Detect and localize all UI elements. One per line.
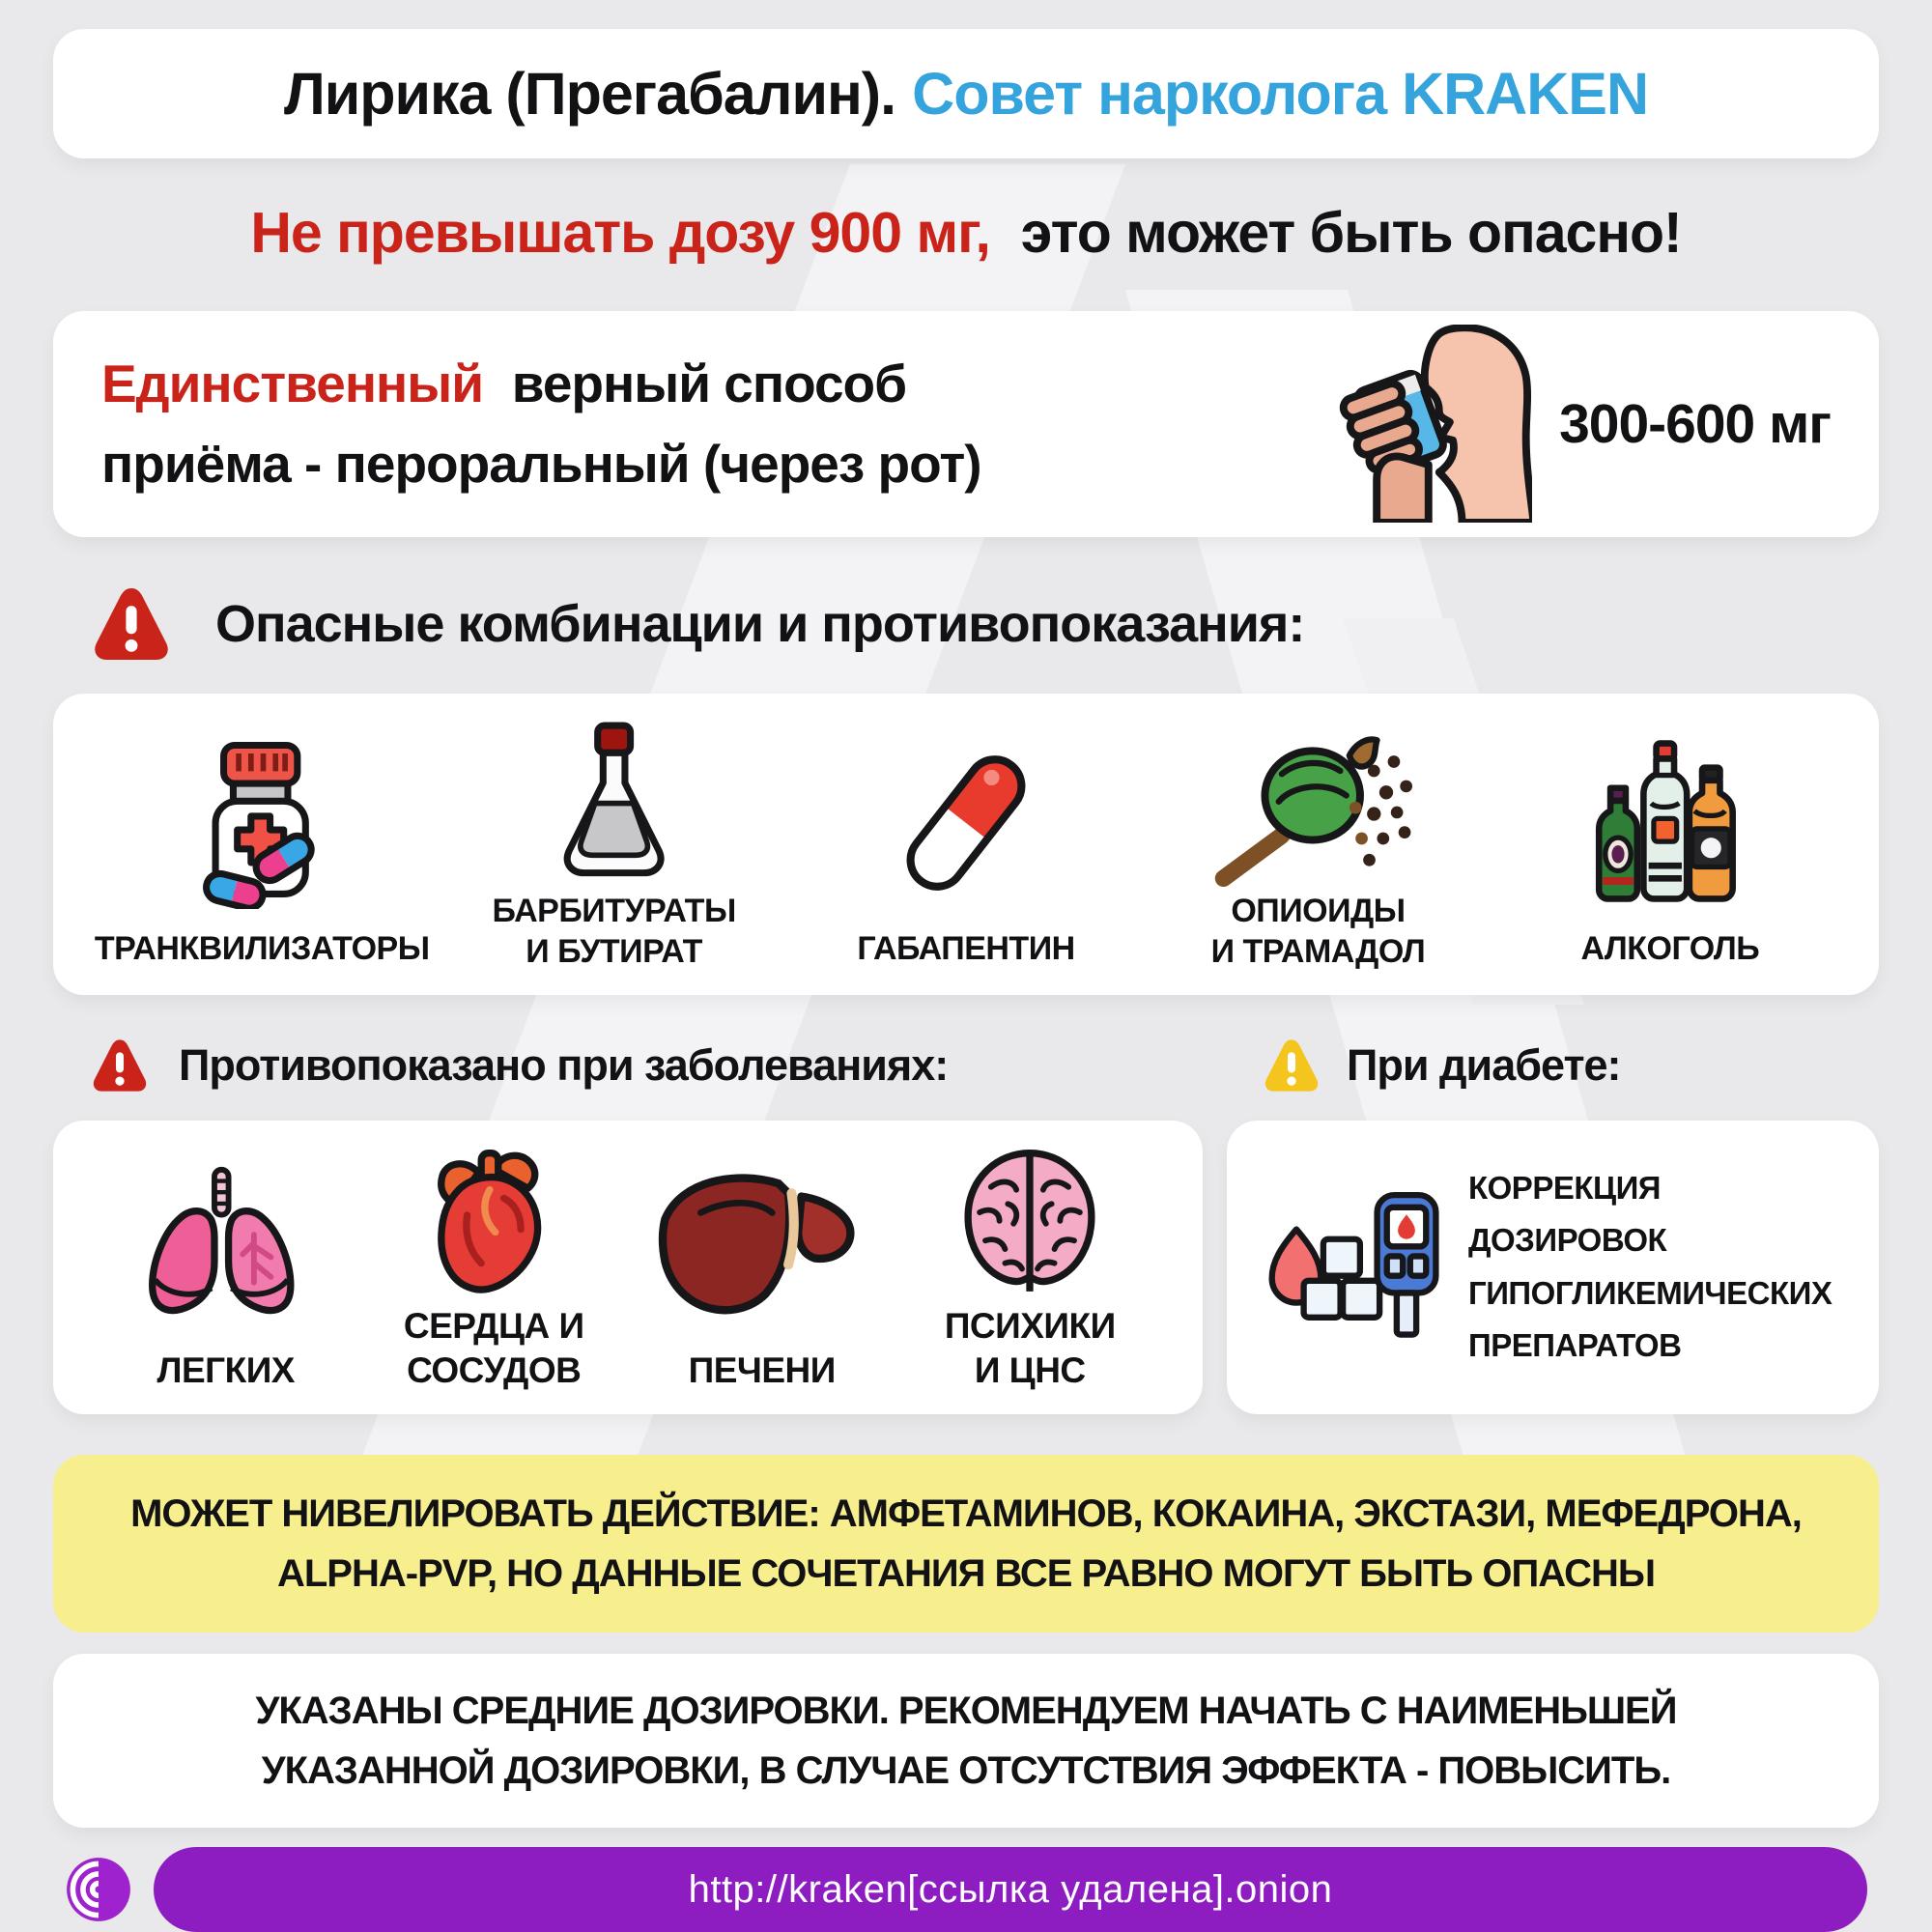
max-dose-headline-red: Не превышать дозу 900 мг, — [250, 201, 990, 266]
onion-url-text: http://kraken[ссылка удалена].onion — [688, 1867, 1333, 1911]
diabetes-title: При диабете: — [1347, 1039, 1621, 1090]
max-dose-headline-black: это может быть опасно! — [1020, 201, 1682, 266]
intake-line-1-rest: верный способ — [511, 354, 907, 414]
diabetes-header — [1227, 1034, 1879, 1097]
flask-icon — [546, 719, 682, 891]
diabetes-note: КОРРЕКЦИЯ ДОЗИРОВОК ГИПОГЛИКЕМИЧЕСКИХ ПРЕПАРАТОВ — [1468, 1169, 1833, 1364]
organ-label: ПЕЧЕНИ — [688, 1350, 836, 1390]
combo-alcohol — [1494, 719, 1846, 970]
intake-method-card — [53, 311, 1879, 537]
combo-label: БАРБИТУРАТЫ И БУТИРАТ — [492, 892, 736, 970]
brain-icon — [949, 1142, 1111, 1304]
dangerous-combos-header — [53, 580, 1879, 668]
yellow-warning-triangle-icon — [1262, 1034, 1321, 1097]
liver-icon — [652, 1142, 871, 1349]
combo-gabapentin — [790, 719, 1142, 970]
heart-icon — [416, 1142, 572, 1304]
intake-line-2: приёма - пероральный (через рот) — [101, 433, 981, 494]
organ-label: ПСИХИКИ И ЦНС — [944, 1305, 1116, 1390]
contraindications-title: Противопоказано при заболеваниях: — [179, 1039, 949, 1090]
dangerous-combos-title: Опасные комбинации и противопоказания: — [215, 594, 1305, 653]
organ-brain — [896, 1142, 1165, 1394]
person-drinking-icon — [1334, 325, 1532, 523]
intake-highlight: Единственный — [101, 354, 484, 414]
organ-label: ЛЕГКИХ — [156, 1350, 295, 1390]
intake-method-text — [101, 344, 1334, 503]
organ-liver — [628, 1142, 896, 1394]
tor-browser-icon — [65, 1856, 132, 1923]
lungs-icon — [141, 1142, 310, 1349]
capsule-icon — [880, 719, 1052, 929]
max-dose-headline — [53, 201, 1879, 267]
diabetes-card — [1227, 1121, 1879, 1415]
poppy-icon — [1214, 719, 1422, 891]
dangerous-combos-card — [53, 694, 1879, 995]
organ-lungs — [92, 1142, 360, 1394]
combo-label: ГАБАПЕНТИН — [857, 930, 1075, 967]
combo-opioids — [1142, 719, 1493, 970]
alcohol-bottles-icon — [1590, 719, 1749, 929]
combo-label: АЛКОГОЛЬ — [1580, 930, 1760, 967]
organs-card — [53, 1121, 1203, 1415]
red-warning-triangle-icon — [90, 1034, 150, 1097]
interaction-warning-banner: МОЖЕТ НИВЕЛИРОВАТЬ ДЕЙСТВИЕ: АМФЕТАМИНОВ, КОКАИНА, ЭКСТАЗИ, МЕФЕДРОНА, ALPHA-PVP, НО ДАННЫЕ СОЧЕТАНИЯ ВСЕ РАВНО МОГУТ БЫТЬ ОПАСНЫ — [53, 1455, 1879, 1633]
pill-bottle-icon — [185, 719, 338, 929]
combo-label: ТРАНКВИЛИЗАТОРЫ — [94, 930, 430, 967]
onion-url-bar[interactable] — [154, 1847, 1867, 1932]
glucometer-icon — [1260, 1185, 1443, 1350]
intake-line-1 — [101, 344, 1334, 424]
organ-heart — [360, 1142, 629, 1394]
red-warning-triangle-icon — [90, 580, 173, 668]
title-card — [53, 29, 1879, 158]
link-row — [53, 1847, 1879, 1932]
dose-range: 300-600 мг — [1559, 392, 1831, 455]
page-title: Лирика (Прегабалин). — [283, 61, 896, 128]
sub-headers-row — [53, 1034, 1879, 1097]
lower-cards-row — [53, 1121, 1879, 1415]
page-title-brand: Совет нарколога KRAKEN — [912, 61, 1649, 128]
combo-tranquilizers — [86, 719, 438, 970]
combo-barbiturates — [438, 719, 789, 970]
intake-dose-block — [1334, 325, 1831, 523]
contraindications-header — [53, 1034, 1203, 1097]
combo-label: ОПИОИДЫ И ТРАМАДОЛ — [1210, 892, 1426, 970]
organ-label: СЕРДЦА И СОСУДОВ — [403, 1305, 584, 1390]
dosage-note-card: УКАЗАНЫ СРЕДНИЕ ДОЗИРОВКИ. РЕКОМЕНДУЕМ НАЧАТЬ С НАИМЕНЬШЕЙ УКАЗАННОЙ ДОЗИРОВКИ, В СЛУЧАЕ ОТСУТСТВИЯ ЭФФЕКТА - ПОВЫСИТЬ. — [53, 1654, 1879, 1828]
